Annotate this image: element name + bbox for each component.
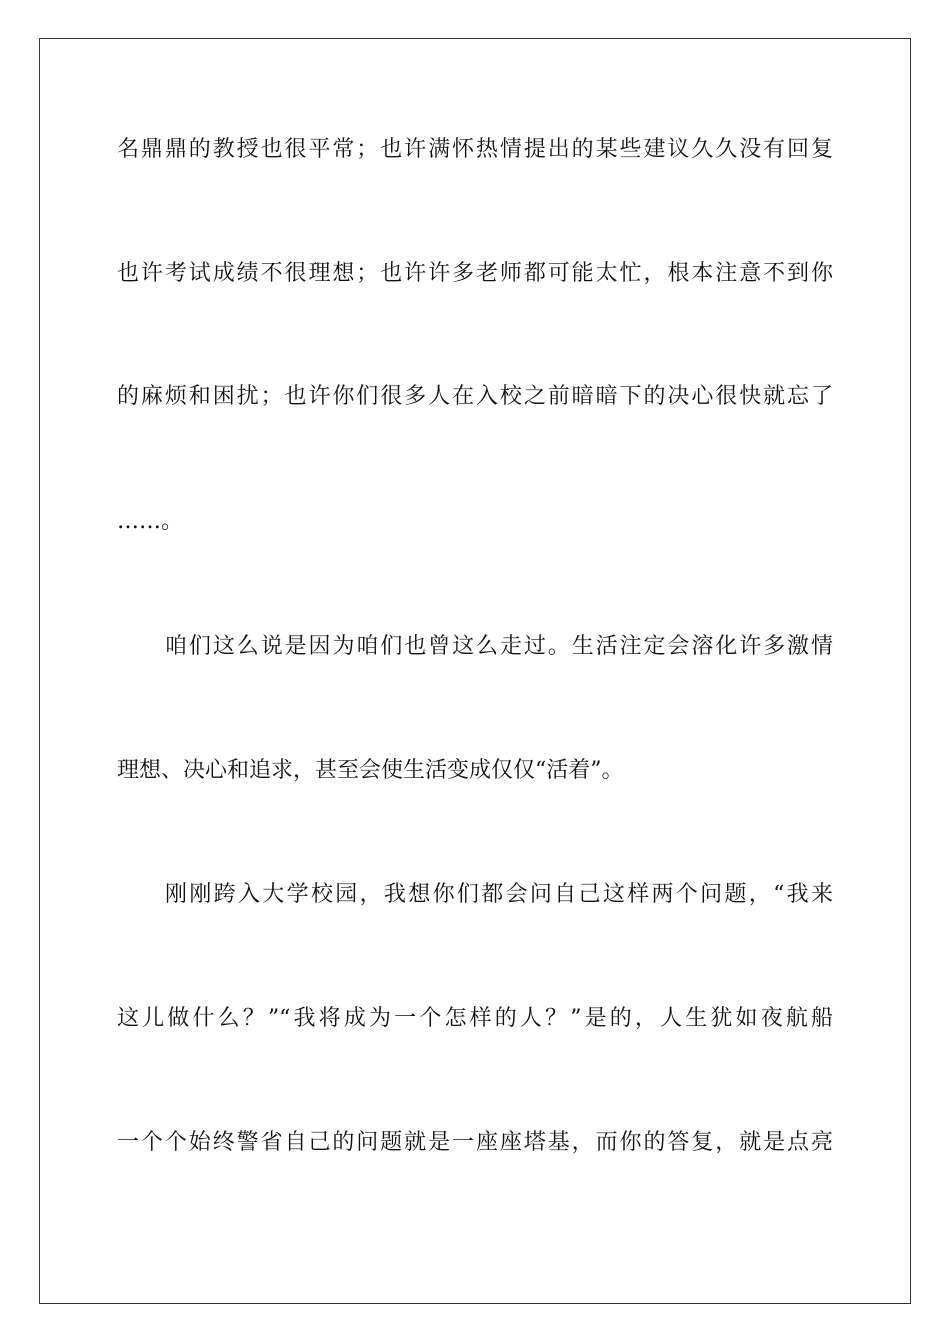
- text-line-1: 名鼎鼎的教授也很平常；也许满怀热情提出的某些建议久久没有回复: [117, 137, 833, 162]
- text-line-8: 这儿做什么？”“我将成为一个怎样的人？”是的，人生犹如夜航船: [117, 1006, 833, 1031]
- text-line-5: 咱们这么说是因为咱们也曾这么走过。生活注定会溶化许多激情: [165, 634, 833, 659]
- text-line-3: 的麻烦和困扰；也许你们很多人在入校之前暗暗下的决心很快就忘了: [117, 384, 833, 409]
- text-line-4: ……。: [117, 509, 184, 534]
- text-line-7: 刚刚跨入大学校园，我想你们都会问自己这样两个问题，“我来: [165, 882, 833, 907]
- text-line-2: 也许考试成绩不很理想；也许许多老师都可能太忙，根本注意不到你: [117, 261, 833, 286]
- page-border: [39, 38, 911, 1304]
- text-line-6: 理想、决心和追求，甚至会使生活变成仅仅“活着”。: [117, 758, 624, 783]
- text-line-9: 一个个始终警省自己的问题就是一座座塔基，而你的答复，就是点亮: [117, 1130, 833, 1155]
